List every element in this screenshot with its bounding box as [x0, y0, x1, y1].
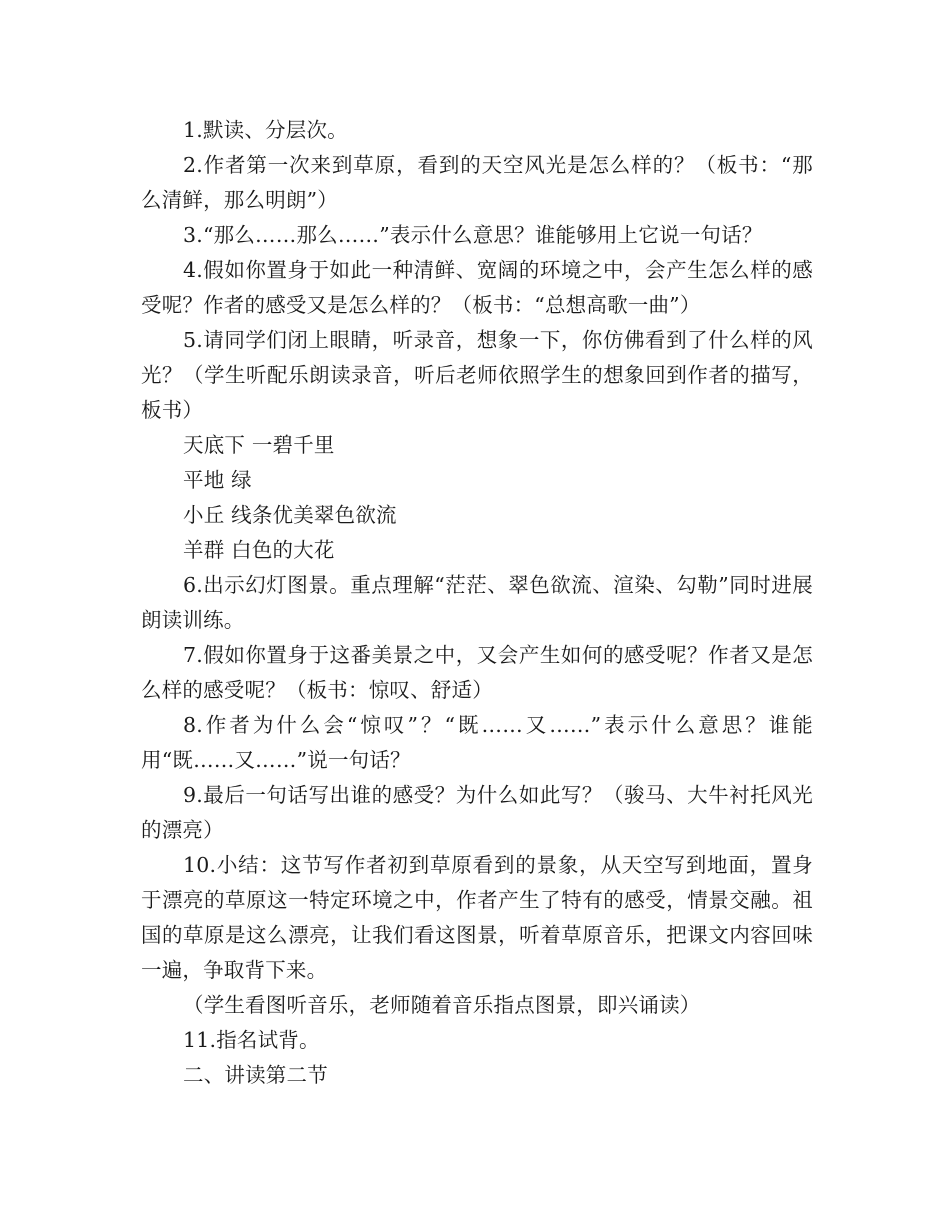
document-body [141, 113, 813, 1093]
step-2-sky-scenery: 2.作者第一次来到草原，看到的天空风光是怎么样的？（板书：“那么清鲜，那么明朗”） [141, 153, 813, 212]
board-line-hills: 小丘 线条优美翠色欲流 [183, 503, 397, 527]
step-11-recite: 11.指名试背。 [183, 1028, 320, 1052]
board-line-ground: 平地 绿 [183, 468, 252, 492]
step-1-silent-reading: 1.默读、分层次。 [183, 118, 348, 142]
board-line-sheep: 羊群 白色的大花 [183, 538, 335, 562]
section-two-heading: 二、讲读第二节 [183, 1063, 328, 1087]
step-5-listen-recording: 5.请同学们闭上眼睛，听录音，想象一下，你仿佛看到了什么样的风光？（学生听配乐朗读录音，听后老师依照学生的想象回到作者的描写，板书） [141, 328, 813, 422]
step-8-amazement: 8.作者为什么会“惊叹”？“既……又……”表示什么意思？谁能用“既……又……”说一句话？ [141, 713, 813, 772]
step-9-last-sentence: 9.最后一句话写出谁的感受？为什么如此写？（骏马、大牛衬托风光的漂亮） [141, 783, 813, 842]
step-6-slides: 6.出示幻灯图景。重点理解“茫茫、翠色欲流、渲染、勾勒”同时进展朗读训练。 [141, 573, 813, 632]
board-line-sky: 天底下 一碧千里 [183, 433, 335, 457]
step-10-summary: 10.小结：这节写作者初到草原看到的景象，从天空写到地面，置身于漂亮的草原这一特定环境之中，作者产生了特有的感受，情景交融。祖国的草原是这么漂亮，让我们看这图景，听着草原音乐，把课文内容回味一遍，争取背下来。 [141, 853, 813, 982]
step-3-pattern-question: 3.“那么……那么……”表示什么意思？谁能够用上它说一句话？ [183, 223, 763, 247]
step-4-feelings: 4.假如你置身于如此一种清鲜、宽阔的环境之中，会产生怎么样的感受呢？作者的感受又是怎么样的？（板书：“总想高歌一曲”） [141, 258, 813, 317]
student-activity-note: （学生看图听音乐，老师随着音乐指点图景，即兴诵读） [183, 993, 701, 1017]
step-7-beautiful-scene: 7.假如你置身于这番美景之中，又会产生如何的感受呢？作者又是怎么样的感受呢？（板书：惊叹、舒适） [141, 643, 813, 702]
